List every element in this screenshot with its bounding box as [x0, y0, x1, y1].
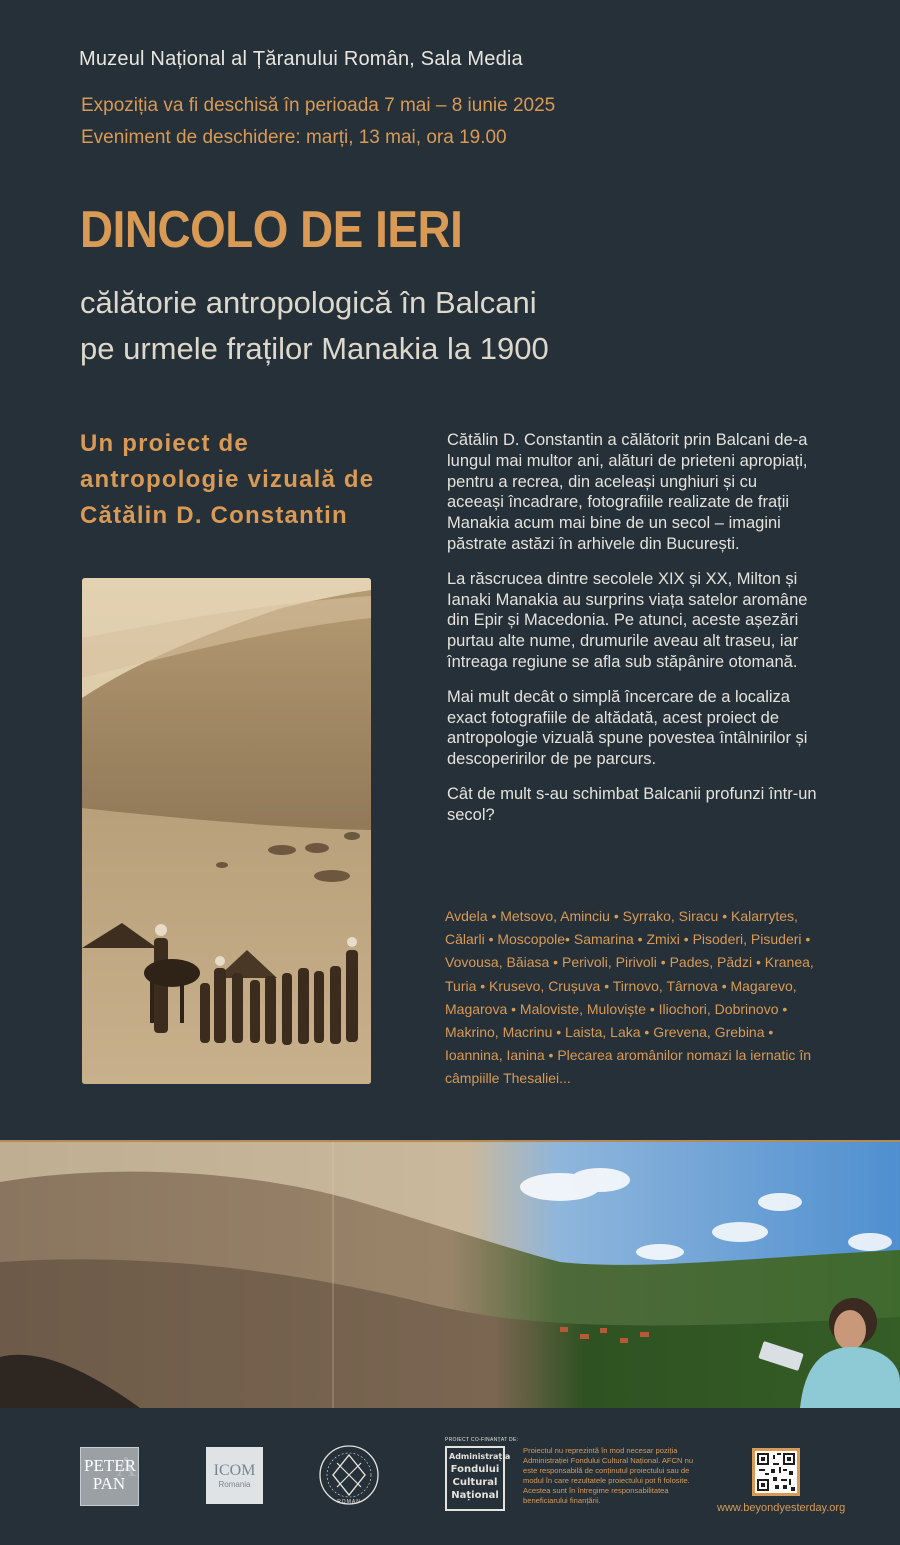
project-line-2: antropologie vizuală de [80, 466, 375, 493]
svg-text:ART: A [116, 1452, 137, 1483]
qr-code[interactable] [752, 1448, 800, 1496]
description [447, 430, 817, 840]
opening-line: Eveniment de deschidere: marți, 13 mai, ora 19.00 [81, 127, 507, 148]
afcn-logo [445, 1437, 519, 1517]
afcn-line-1: Administrația [449, 1452, 511, 1461]
afcn-line-2: Fondului [450, 1464, 500, 1475]
exhibition-dates [81, 90, 555, 154]
subtitle-line-2: pe urmele fraților Manakia la 1900 [80, 331, 549, 366]
icom-romania-logo [206, 1447, 263, 1504]
description-paragraph-1: Cătălin D. Constantin a călătorit prin Balcani de-a lungul mai multor ani, alături de prieteni apropiați, pentru a recrea, din aceleași unghiuri și cu aceeași încadrare, fotografiile realizate de frații Manakia acum mai bine de un secol – imagini păstrate astăzi în arhivele din București. [447, 431, 808, 553]
project-line-3: Cătălin D. Constantin [80, 502, 348, 529]
website-link[interactable]: www.beyondyesterday.org [717, 1502, 846, 1514]
peter-pan-line-2: PAN [92, 1474, 126, 1493]
museum-seal-logo [317, 1441, 381, 1511]
archival-photo [82, 578, 371, 1084]
place-list: Avdela • Metsovo, Aminciu • Syrrako, Siracu • Kalarrytes, Călarli • Moscopole• Samarina • Zmixi • Pisoderi, Pisuderi • Vovousa, Băiasa • Perivoli, Pirivoli • Pades, Pădzi • Kranea, Turia • Krusevo, Crușuva • Tirnovo, Târnova • Magarevo, Magarova • Maloviste, Muloviște • Iliochori, Dobrinovo • Makrino, Macrinu • Laista, Laka • Grevena, Grebina • Ioannina, Ianina • Plecarea aromânilor nomazi la iernatic în câmpiille Thesaliei... [445, 908, 814, 1087]
description-paragraph-3: Mai mult decât o simplă încercare de a localiza exact fotografiile de altădată, acest proiect de antropologie vizuală spune povestea întâlnirilor și descoperirilor de pe parcurs. [447, 687, 808, 769]
page-title: DINCOLO DE IERI [80, 201, 463, 259]
venue-line: Muzeul Național al Țăranului Român, Sala Media [79, 48, 523, 70]
peter-pan-line-1: PETER [84, 1456, 136, 1475]
icom-sublabel: Romania [218, 1480, 251, 1489]
afcn-caption: PROIECT CO-FINANȚAT DE: [445, 1437, 519, 1443]
subtitle [80, 280, 549, 372]
panorama-drawing [0, 1142, 900, 1408]
qr-code-icon [755, 1451, 797, 1493]
dates-line: Expoziția va fi deschisă în perioada 7 mai – 8 iunie 2025 [81, 95, 556, 116]
icom-label: ICOM [213, 1462, 256, 1479]
project-credit [80, 426, 374, 534]
project-line-1: Un proiect de [80, 430, 249, 457]
description-paragraph-4: Cât de mult s-au schimbat Balcanii profunzi într-un secol? [447, 784, 817, 824]
funding-disclaimer: Proiectul nu reprezintă în mod necesar poziția Administrației Fondului Cultural Național. AFCN nu este responsabilă de conținutul proiectului sau de modul în care rezultatele proiectului pot fi folosite. Acestea sunt în întregime responsabilitatea beneficiarului finanțării. [523, 1446, 694, 1505]
description-paragraph-2: La răscrucea dintre secolele XIX și XX, Milton și Ianaki Manakia au surprins viața satelor aromâne din Epir și Macedonia. Pe atunci, aceste așezări purtau alte nume, drumurile aveau alt traseu, iar întreaga regiune se afla sub stăpânire otomană. [447, 569, 808, 671]
afcn-line-4: Național [451, 1490, 499, 1501]
subtitle-line-1: călătorie antropologică în Balcani [80, 285, 537, 320]
peter-pan-logo [80, 1447, 139, 1506]
afcn-line-3: Cultural [452, 1477, 498, 1488]
seal-text: ROMAN [337, 1499, 361, 1505]
archival-photo-drawing [82, 578, 371, 1084]
panorama-photo [0, 1140, 900, 1408]
